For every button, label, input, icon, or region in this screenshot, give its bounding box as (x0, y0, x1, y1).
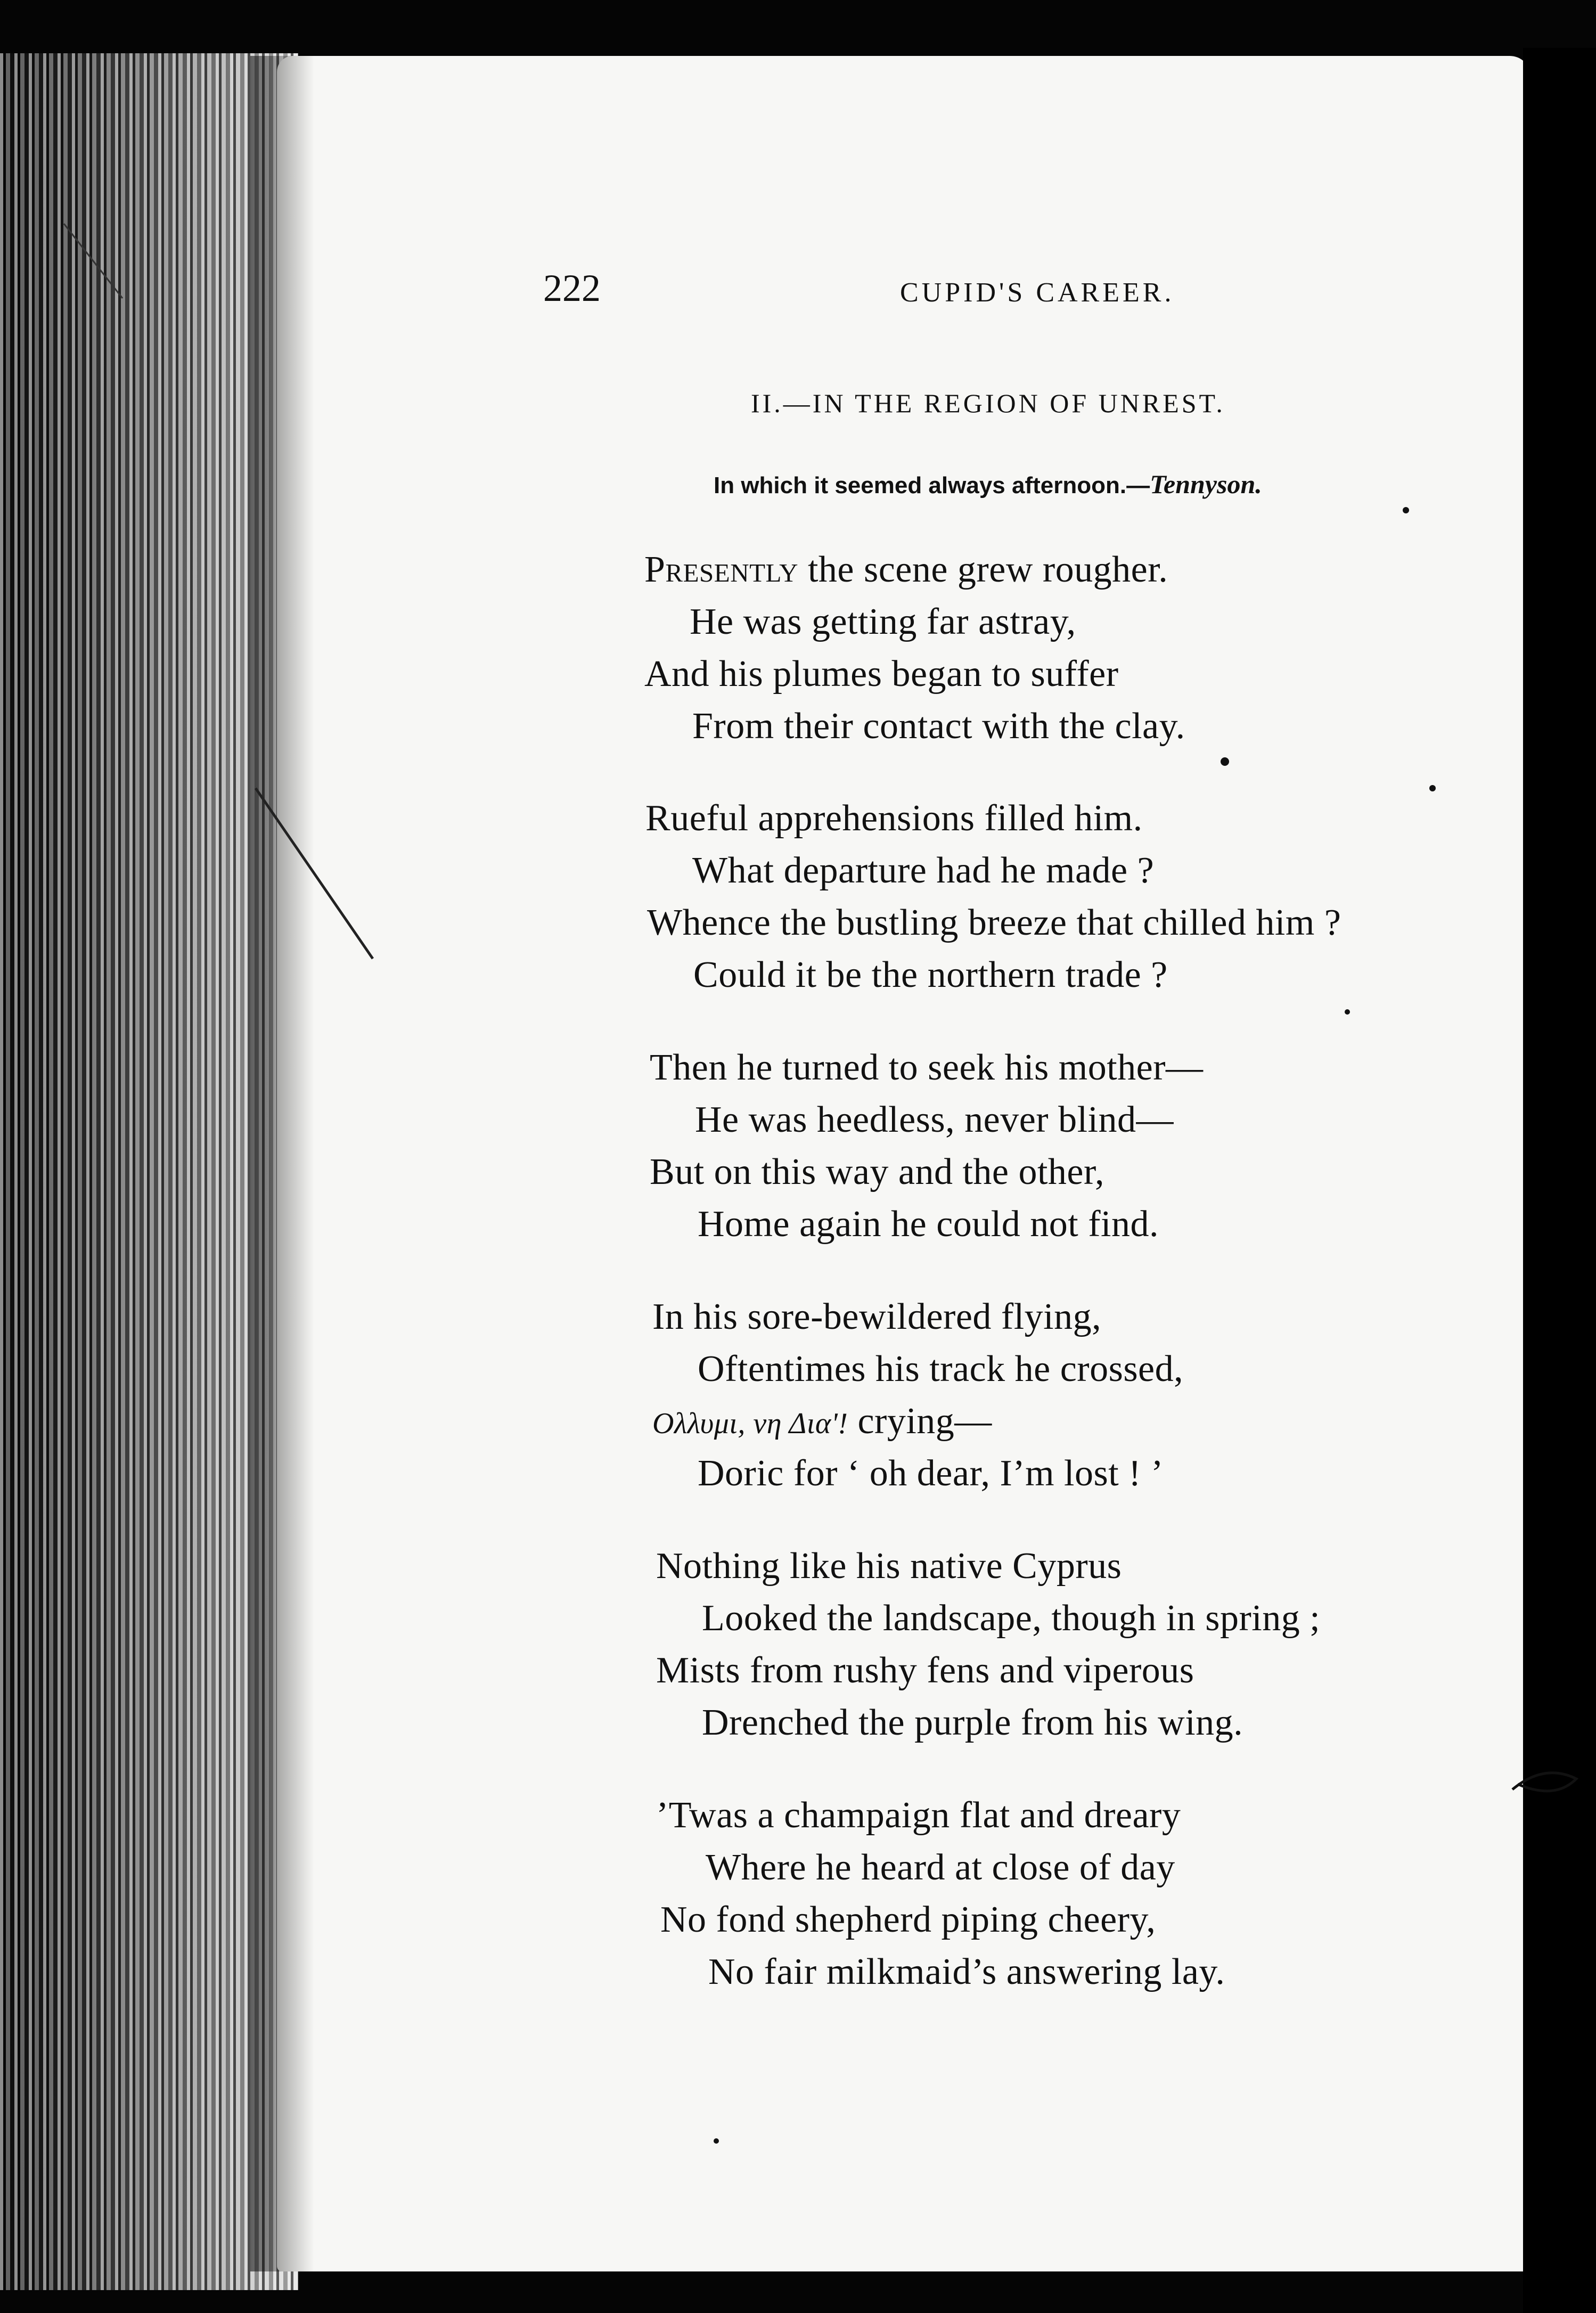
poem-line: Doric for ‘ oh dear, I’m lost ! ’ (698, 1453, 1164, 1494)
poem-line: Then he turned to seek his mother— (650, 1047, 1204, 1088)
poem-line: Could it be the northern trade ? (693, 954, 1168, 995)
poem-line: Nothing like his native Cyprus (656, 1546, 1122, 1587)
poem-line: Looked the landscape, though in spring ; (702, 1598, 1321, 1639)
poem-line: Mists from rushy fens and viperous (656, 1650, 1194, 1691)
poem-line: But on this way and the other, (650, 1151, 1105, 1192)
stray-mark (64, 224, 122, 298)
poem-line: Whence the bustling breeze that chilled him ? (647, 902, 1341, 943)
running-head: CUPID'S CAREER. (900, 277, 1175, 308)
speck (1429, 785, 1436, 791)
stray-mark (1512, 1773, 1576, 1791)
stray-mark (256, 788, 373, 959)
poem-line: Home again he could not find. (698, 1204, 1159, 1245)
poem-line: Rueful apprehensions filled him. (645, 798, 1143, 839)
page-number: 222 (543, 267, 601, 309)
poem-line: Drenched the purple from his wing. (702, 1702, 1243, 1743)
speck (1403, 507, 1409, 513)
epigraph-quote: In which it seemed always afternoon.— (714, 472, 1150, 498)
line-text: the scene grew rougher. (798, 549, 1168, 590)
poem-line: Where he heard at close of day (706, 1847, 1175, 1888)
poem-line: What departure had he made ? (692, 850, 1155, 891)
poem-line: Oftentimes his track he crossed, (698, 1348, 1184, 1390)
greek-exclamation: Ολλυμι, νη Δια'! (652, 1407, 848, 1440)
speck (714, 2138, 719, 2144)
poem-line: No fond shepherd piping cheery, (660, 1899, 1156, 1940)
poem-line: ’Twas a champaign flat and dreary (656, 1795, 1181, 1836)
poem-line: In his sore-bewildered flying, (652, 1296, 1102, 1337)
epigraph-author: Tennyson. (1150, 469, 1262, 499)
speck (1345, 1009, 1350, 1015)
poem-line: From their contact with the clay. (692, 706, 1185, 747)
section-heading: II.—IN THE REGION OF UNREST. (751, 388, 1225, 418)
poem-line: No fair milkmaid’s answering lay. (708, 1951, 1225, 1992)
speck (1221, 757, 1229, 766)
poem-line: And his plumes began to suffer (644, 653, 1119, 694)
poem-line: He was heedless, never blind— (695, 1099, 1174, 1140)
first-word: Presently (644, 549, 798, 590)
poem-line: He was getting far astray, (690, 601, 1076, 642)
line-text: crying— (848, 1401, 992, 1442)
